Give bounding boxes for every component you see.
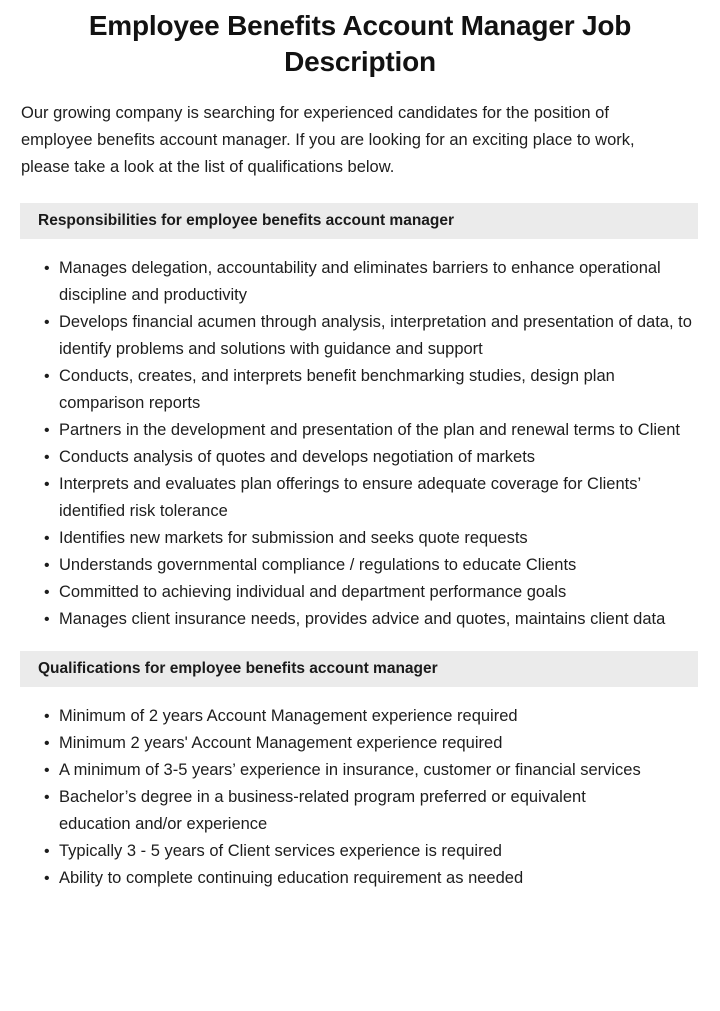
responsibilities-list [0,239,720,633]
list-item: • Minimum 2 years' Account Management experience required [44,730,660,757]
section-header-qualifications-label: Qualifications for employee benefits account manager [38,660,438,677]
section-qualifications [0,651,720,892]
list-item: • Conducts, creates, and interprets benefit benchmarking studies, design plan comparison reports [44,363,696,417]
section-responsibilities [0,203,720,633]
section-header-responsibilities-label: Responsibilities for employee benefits account manager [38,212,455,229]
list-item: • A minimum of 3-5 years’ experience in insurance, customer or financial services [44,757,660,784]
list-item: • Bachelor’s degree in a business-related program preferred or equivalent education and/or experience [44,784,660,838]
list-item: • Manages client insurance needs, provides advice and quotes, maintains client data [44,606,696,633]
list-item: • Develops financial acumen through analysis, interpretation and presentation of data, to identify problems and solutions with guidance and support [44,309,696,363]
list-item: • Understands governmental compliance / regulations to educate Clients [44,552,696,579]
intro-paragraph: Our growing company is searching for experienced candidates for the position of employee benefits account manager. If you are looking for an exciting place to work, please take a look at the list of qualifications below. [21,104,635,176]
qualifications-list [0,687,720,892]
list-item: • Partners in the development and presentation of the plan and renewal terms to Client [44,417,696,444]
list-item: • Conducts analysis of quotes and develops negotiation of markets [44,444,696,471]
list-item: • Typically 3 - 5 years of Client services experience is required [44,838,660,865]
section-header-responsibilities [20,203,698,239]
list-item: • Manages delegation, accountability and eliminates barriers to enhance operational discipline and productivity [44,255,696,309]
page-title: Employee Benefits Account Manager Job Description [88,10,632,77]
list-item: • Committed to achieving individual and department performance goals [44,579,696,606]
list-item: • Ability to complete continuing education requirement as needed [44,865,660,892]
list-item: • Identifies new markets for submission and seeks quote requests [44,525,696,552]
section-header-qualifications [20,651,698,687]
list-item: • Interprets and evaluates plan offerings to ensure adequate coverage for Clients’ identified risk tolerance [44,471,696,525]
list-item: • Minimum of 2 years Account Management experience required [44,703,660,730]
